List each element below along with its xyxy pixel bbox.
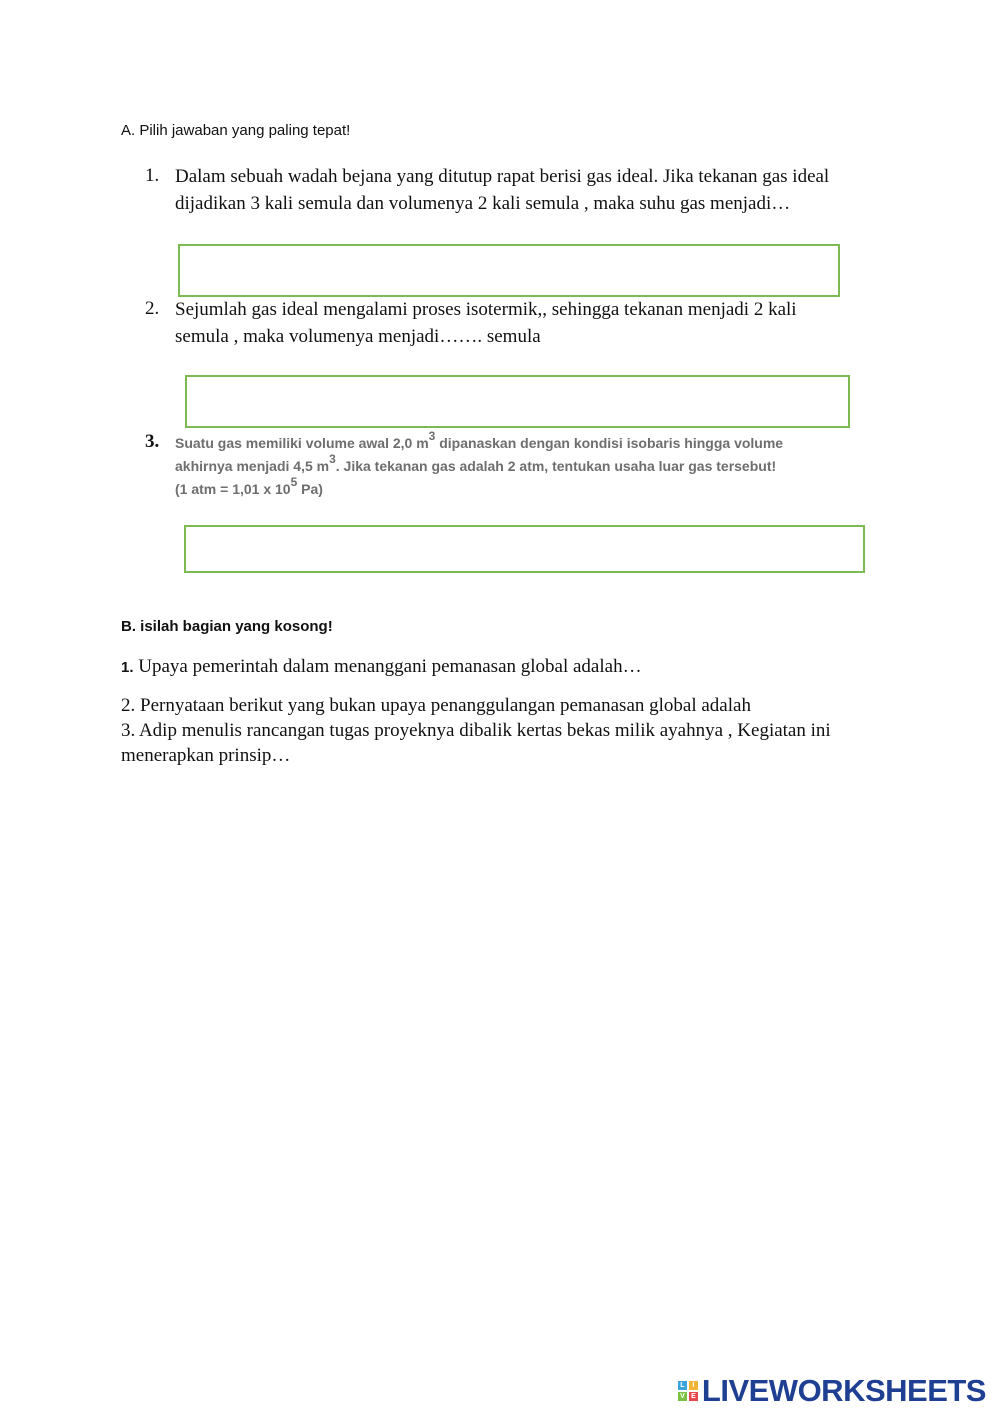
- logo-letter-e: E: [689, 1392, 698, 1401]
- question-1-text: [175, 163, 895, 217]
- logo-text: LIVEWORKSHEETS: [701, 1373, 986, 1408]
- section-a-title: A. Pilih jawaban yang paling tepat!: [121, 122, 351, 139]
- section-b-item-1-number: 1.: [121, 659, 134, 676]
- question-3-line-2: akhirnya menjadi 4,5 $m^3$. Jika tekanan gas adalah 2 atm, tentukan usaha luar gas tersebut!: [175, 452, 777, 474]
- question-2-number: 2.: [145, 298, 160, 319]
- question-1-line-1: Dalam sebuah wadah bejana yang ditutup rapat berisi gas ideal. Jika tekanan gas ideal: [175, 166, 830, 187]
- answer-box-3[interactable]: [184, 525, 865, 573]
- question-2-text: [175, 296, 895, 350]
- question-3-text: [175, 429, 875, 501]
- answer-box-2[interactable]: [185, 375, 850, 428]
- question-3-line-1: Suatu gas memiliki volume awal 2,0 $m^3$ dipanaskan dengan kondisi isobaris hingga volume: [175, 429, 784, 451]
- section-b-item-3: 3. Adip menulis rancangan tugas proyeknya dibalik kertas bekas milik ayahnya , Kegiatan ini menerapkan prinsip…: [121, 720, 831, 766]
- question-3-number: 3.: [145, 431, 160, 452]
- logo-letter-v: V: [678, 1392, 687, 1401]
- question-2-line-2: semula , maka volumenya menjadi……. semula: [175, 326, 541, 347]
- section-b-item-1: [121, 654, 891, 680]
- question-1-line-2: dijadikan 3 kali semula dan volumenya 2 kali semula , maka suhu gas menjadi…: [175, 193, 791, 214]
- answer-box-1[interactable]: [178, 244, 840, 297]
- section-b-title: B. isilah bagian yang kosong!: [121, 618, 333, 635]
- section-b-item-2: 2. Pernyataan berikut yang bukan upaya penanggulangan pemanasan global adalah: [121, 695, 751, 716]
- question-3-line-3: (1 atm = 1,01 x $10^5$ Pa): [175, 475, 323, 497]
- logo-letter-i: I: [689, 1381, 698, 1390]
- logo-letter-l: L: [678, 1381, 687, 1390]
- section-b-item-1-text: Upaya pemerintah dalam menanggani pemanasan global adalah…: [133, 656, 642, 677]
- liveworksheets-logo[interactable]: [678, 1373, 986, 1409]
- logo-grid-icon: [678, 1381, 698, 1401]
- question-2-line-1: Sejumlah gas ideal mengalami proses isotermik,, sehingga tekanan menjadi 2 kali: [175, 299, 797, 320]
- question-1-number: 1.: [145, 165, 160, 186]
